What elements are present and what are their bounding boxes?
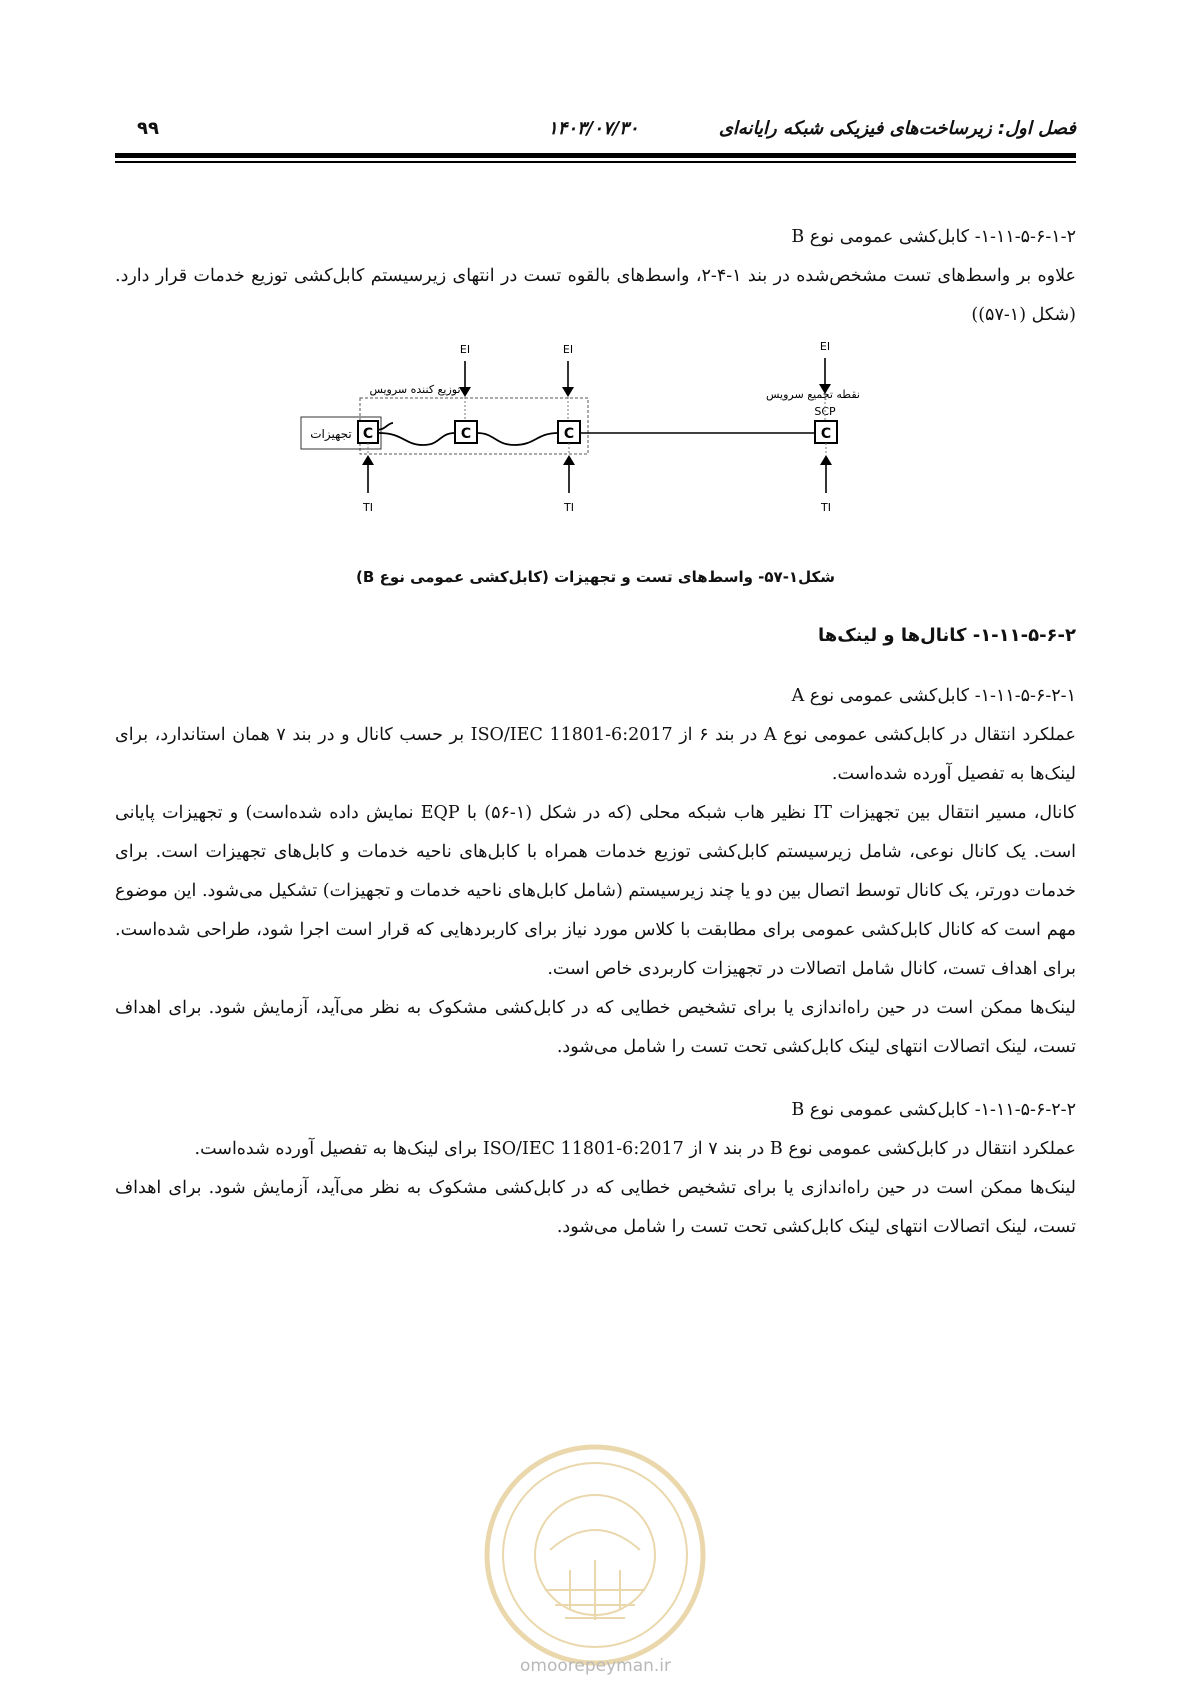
- figure-caption: شکل۱-۵۷- واسط‌های تست و تجهیزات (کابل‌کشی عمومی نوع B): [356, 568, 835, 586]
- header-rule-thick: [115, 153, 1076, 158]
- ti-label-2: TI: [564, 501, 574, 514]
- scp-label: SCP: [814, 405, 836, 418]
- connector-label-2: C: [460, 426, 472, 442]
- header-rule-thin: [115, 161, 1076, 163]
- connector-label-3: C: [563, 426, 575, 442]
- figure-test-interfaces: [115, 335, 1076, 560]
- ei-label-1: EI: [459, 343, 471, 356]
- watermark-seal-icon: [480, 1440, 710, 1670]
- watermark-site: omoorepeyman.ir: [519, 1656, 672, 1676]
- ei-label-3: EI: [819, 340, 831, 353]
- ti-label-3: TI: [821, 501, 831, 514]
- header-date: ۱۴۰۳/۰۷/۳۰: [548, 118, 639, 139]
- connector-label-1: C: [362, 426, 374, 442]
- test-interface-diagram: [275, 335, 915, 555]
- page-header: [115, 118, 1076, 148]
- paragraph-a-1: عملکرد انتقال در کابل‌کشی عمومی نوع A در بند ۶ از ISO/IEC 11801-6:2017 بر حسب کانال و در بند ۷ همان استاندارد، برای لینک‌ها به تفصیل آورده شده‌است.: [115, 725, 1076, 784]
- paragraph-a-3: لینک‌ها ممکن است در حین راه‌اندازی یا برای تشخیص خطایی که در کابل‌کشی مشکوک به نظر می‌آید، آزمایش شود. برای اهداف تست، لینک اتصالات انتهای لینک کابل‌کشی تحت تست را شامل می‌شود.: [115, 998, 1076, 1057]
- ti-label-1: TI: [363, 501, 373, 514]
- service-distributor-label: توزیع کننده سرویس: [369, 383, 461, 396]
- paragraph-b1: علاوه بر واسط‌های تست مشخص‌شده در بند ۱-۴-۲، واسط‌های بالقوه تست در انتهای زیرسیستم کابل‌کشی توزیع خدمات قرار دارد. (شکل (۱-۵۷)): [115, 266, 1076, 325]
- page-number: ۹۹: [137, 118, 159, 139]
- consolidation-point-label: نقطه تجمیع سرویس: [766, 388, 860, 401]
- chapter-title: فصل اول: زیرساخت‌های فیزیکی شبکه رایانه‌ای: [718, 118, 1076, 139]
- ei-label-2: EI: [562, 343, 574, 356]
- section-title-channels-links: ۱-۱۱-۵-۶-۲- کانال‌ها و لینک‌ها: [818, 625, 1076, 646]
- paragraph-a-2: کانال، مسیر انتقال بین تجهیزات IT نظیر هاب شبکه محلی (که در شکل (۱-۵۶) با EQP نمایش داده شده‌است) و تجهیزات پایانی است. یک کانال نوعی، شامل زیرسیستم کابل‌کشی توزیع خدمات همراه با کابل‌های ناحیه خدمات و کابل‌های تجهیزات است. برای خدمات دورتر، یک کانال توسط اتصال بین دو یا چند زیرسیستم (شامل کابل‌های ناحیه خدمات و تجهیزات) تشکیل می‌شود. این موضوع مهم است که کانال کابل‌کشی عمومی برای مطابقت با کلاس مورد نیاز برای کاربردهایی که قرار است اجرا شود، طراحی شده‌است. برای اهداف تست، کانال شامل اتصالات در تجهیزات کاربردی خاص است.: [115, 803, 1077, 979]
- section-heading-a: ۱-۱۱-۵-۶-۲-۱- کابل‌کشی عمومی نوع A: [791, 686, 1076, 706]
- section-heading-b2: ۱-۱۱-۵-۶-۲-۲- کابل‌کشی عمومی نوع B: [791, 1100, 1076, 1120]
- page-content: [115, 218, 1076, 1247]
- paragraph-b2-1: عملکرد انتقال در کابل‌کشی عمومی نوع B در بند ۷ از ISO/IEC 11801-6:2017 برای لینک‌ها به تفصیل آورده شده‌است.: [194, 1139, 1076, 1159]
- section-heading-b1: ۱-۱۱-۵-۶-۱-۲- کابل‌کشی عمومی نوع B: [791, 227, 1076, 247]
- equipment-label: تجهیزات: [310, 427, 352, 441]
- connector-label-4: C: [820, 426, 832, 442]
- paragraph-b2-2: لینک‌ها ممکن است در حین راه‌اندازی یا برای تشخیص خطایی که در کابل‌کشی مشکوک به نظر می‌آید، آزمایش شود. برای اهداف تست، لینک اتصالات انتهای لینک کابل‌کشی تحت تست را شامل می‌شود.: [115, 1178, 1076, 1237]
